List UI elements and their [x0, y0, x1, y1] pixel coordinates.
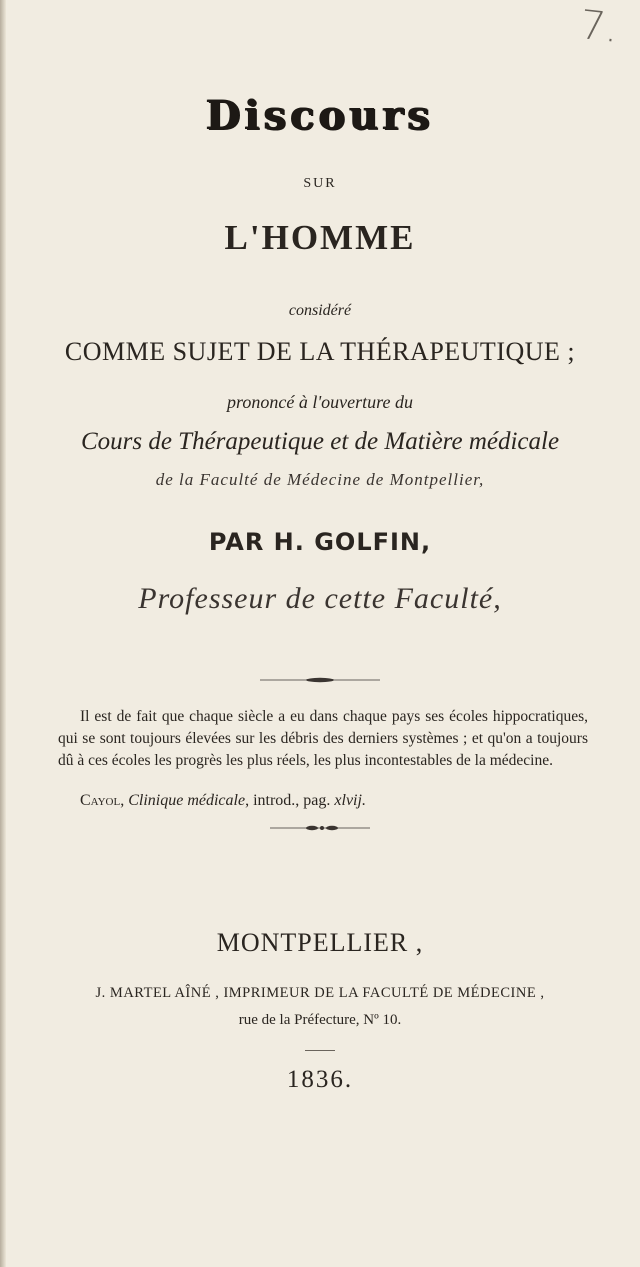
title-discours: Discours — [205, 92, 435, 139]
ornamental-rule-top — [260, 676, 380, 684]
title-prononce: prononcé à l'ouverture du — [227, 392, 413, 412]
citation-work: Clinique médicale — [128, 792, 246, 809]
title-considere: considéré — [288, 302, 352, 319]
epigraph-citation: Cayol, Clinique médicale, introd., pag. xlvij. — [80, 792, 366, 809]
handwritten-faculty-line: de la Faculté de Médecine de Montpellier, — [155, 470, 485, 489]
imprint-printer: J. MARTEL AÎNÉ , IMPRIMEUR DE LA FACULTÉ DE MÉDECINE , — [95, 985, 545, 1001]
title-cours: Cours de Thérapeutique et de Matière médicale — [80, 428, 560, 455]
citation-rest: , introd., pag. — [245, 792, 331, 809]
citation-page: xlvij. — [334, 792, 366, 809]
title-comme-sujet: COMME SUJET DE LA THÉRAPEUTIQUE ; — [64, 337, 576, 366]
imprint-year: 1836. — [286, 1066, 354, 1093]
epigraph-quote: Il est de fait que chaque siècle a eu dans chaque pays ses écoles hippocratiques, qui se sont toujours élevées sur les débris des derniers systèmes ; et qu'on a toujours dû à ces écoles les progrès les plus réels, les plus incontestables de la médecine. — [58, 708, 588, 769]
handwritten-professor-line: Professeur de cette Faculté, — [138, 582, 502, 615]
citation-author: Cayol — [80, 792, 121, 809]
author-line: PAR H. GOLFIN, — [208, 528, 432, 556]
title-subject: L'HOMME — [224, 218, 416, 257]
short-rule — [305, 1050, 335, 1051]
imprint-address: rue de la Préfecture, Nº 10. — [238, 1012, 402, 1028]
imprint-city: MONTPELLIER , — [216, 928, 424, 957]
ornamental-rule-bottom — [270, 824, 370, 832]
page-folio: 7. — [577, 2, 621, 52]
title-sur: SUR — [303, 176, 337, 191]
